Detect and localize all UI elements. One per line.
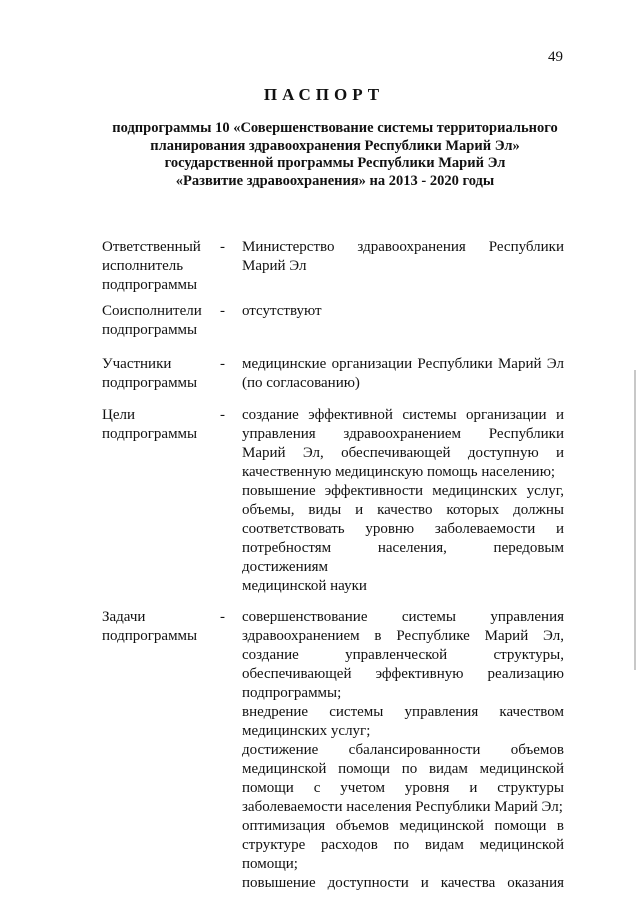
subtitle-line: планирования здравоохранения Республики Марий Эл»: [150, 137, 520, 154]
label-line: Соисполнители: [102, 303, 202, 319]
value-line: медицинские организации Республики Марий Эл: [242, 356, 564, 372]
section-dash: -: [220, 356, 225, 372]
value-line: объемы, виды и качество которых должны: [242, 502, 564, 518]
section-participants: [102, 355, 572, 395]
value-line: потребностям населения, передовым достижениям: [242, 540, 564, 575]
value-line: помощи;: [242, 856, 298, 872]
value-line: Министерство здравоохранения Республики: [242, 239, 564, 255]
value-line: достижение сбалансированности объемов: [242, 742, 564, 758]
value-line: управления здравоохранением Республики: [242, 426, 564, 442]
value-line: совершенствование системы управления: [242, 609, 564, 625]
section-dash: -: [220, 303, 225, 319]
value-line: (по согласованию): [242, 375, 360, 391]
label-line: подпрограммы: [102, 322, 198, 338]
section-co-executors: [102, 302, 572, 342]
section-responsible-executor: [102, 238, 572, 298]
value-line: создание эффективной системы организации и: [242, 407, 564, 423]
scan-edge-mark: [634, 370, 636, 670]
value-line: Марий Эл, обеспечивающей доступную и: [242, 445, 564, 461]
section-value: [242, 406, 564, 596]
value-line: заболеваемости населения Республики Марий Эл;: [242, 799, 563, 815]
section-value: [242, 355, 564, 393]
document-title: ПАСПОРТ: [263, 85, 385, 104]
value-line: медицинской науки: [242, 578, 367, 594]
value-line: структуре расходов по видам медицинской: [242, 837, 564, 853]
subtitle-line: «Развитие здравоохранения» на 2013 - 2020 годы: [175, 172, 495, 189]
section-dash: -: [220, 407, 225, 423]
value-line: отсутствуют: [242, 303, 322, 319]
section-goals: [102, 406, 572, 594]
section-value: [242, 608, 564, 893]
value-line: качественную медицинскую помощь населению;: [242, 464, 556, 480]
value-line: помощи с учетом уровня и структуры: [242, 780, 564, 796]
label-line: Задачи: [102, 609, 146, 625]
value-line: Марий Эл: [242, 258, 307, 274]
section-dash: -: [220, 239, 225, 255]
section-tasks: [102, 608, 572, 898]
value-line: создание управленческой структуры,: [242, 647, 564, 663]
section-label: [102, 302, 217, 340]
value-line: обеспечивающей эффективную реализацию: [242, 666, 564, 682]
label-line: Участники: [102, 356, 172, 372]
section-label: [102, 608, 217, 646]
section-value: [242, 238, 564, 276]
document-subtitle: [90, 120, 580, 190]
value-line: повышение эффективности медицинских услуг,: [242, 483, 564, 499]
label-line: подпрограммы: [102, 375, 198, 391]
section-label: [102, 355, 217, 393]
label-line: подпрограммы: [102, 277, 198, 293]
value-line: повышение доступности и качества оказания: [242, 875, 564, 891]
value-line: соответствовать уровню заболеваемости и: [242, 521, 564, 537]
value-line: здравоохранением в Республике Марий Эл,: [242, 628, 564, 644]
label-line: Ответственный: [102, 239, 201, 255]
subtitle-line: подпрограммы 10 «Совершенствование системы территориального: [112, 120, 558, 136]
section-label: [102, 238, 217, 295]
section-value: [242, 302, 564, 321]
value-line: подпрограммы;: [242, 685, 342, 701]
label-line: подпрограммы: [102, 628, 198, 644]
label-line: исполнитель: [102, 258, 184, 274]
page-number: 49: [548, 49, 563, 65]
label-line: Цели: [102, 407, 136, 423]
label-line: подпрограммы: [102, 426, 198, 442]
value-line: медицинской помощи по видам медицинской: [242, 761, 564, 777]
value-line: оптимизация объемов медицинской помощи в: [242, 818, 564, 834]
section-label: [102, 406, 217, 444]
section-dash: -: [220, 609, 225, 625]
value-line: медицинских услуг;: [242, 723, 371, 739]
subtitle-line: государственной программы Республики Марий Эл: [164, 155, 506, 171]
value-line: внедрение системы управления качеством: [242, 704, 564, 720]
